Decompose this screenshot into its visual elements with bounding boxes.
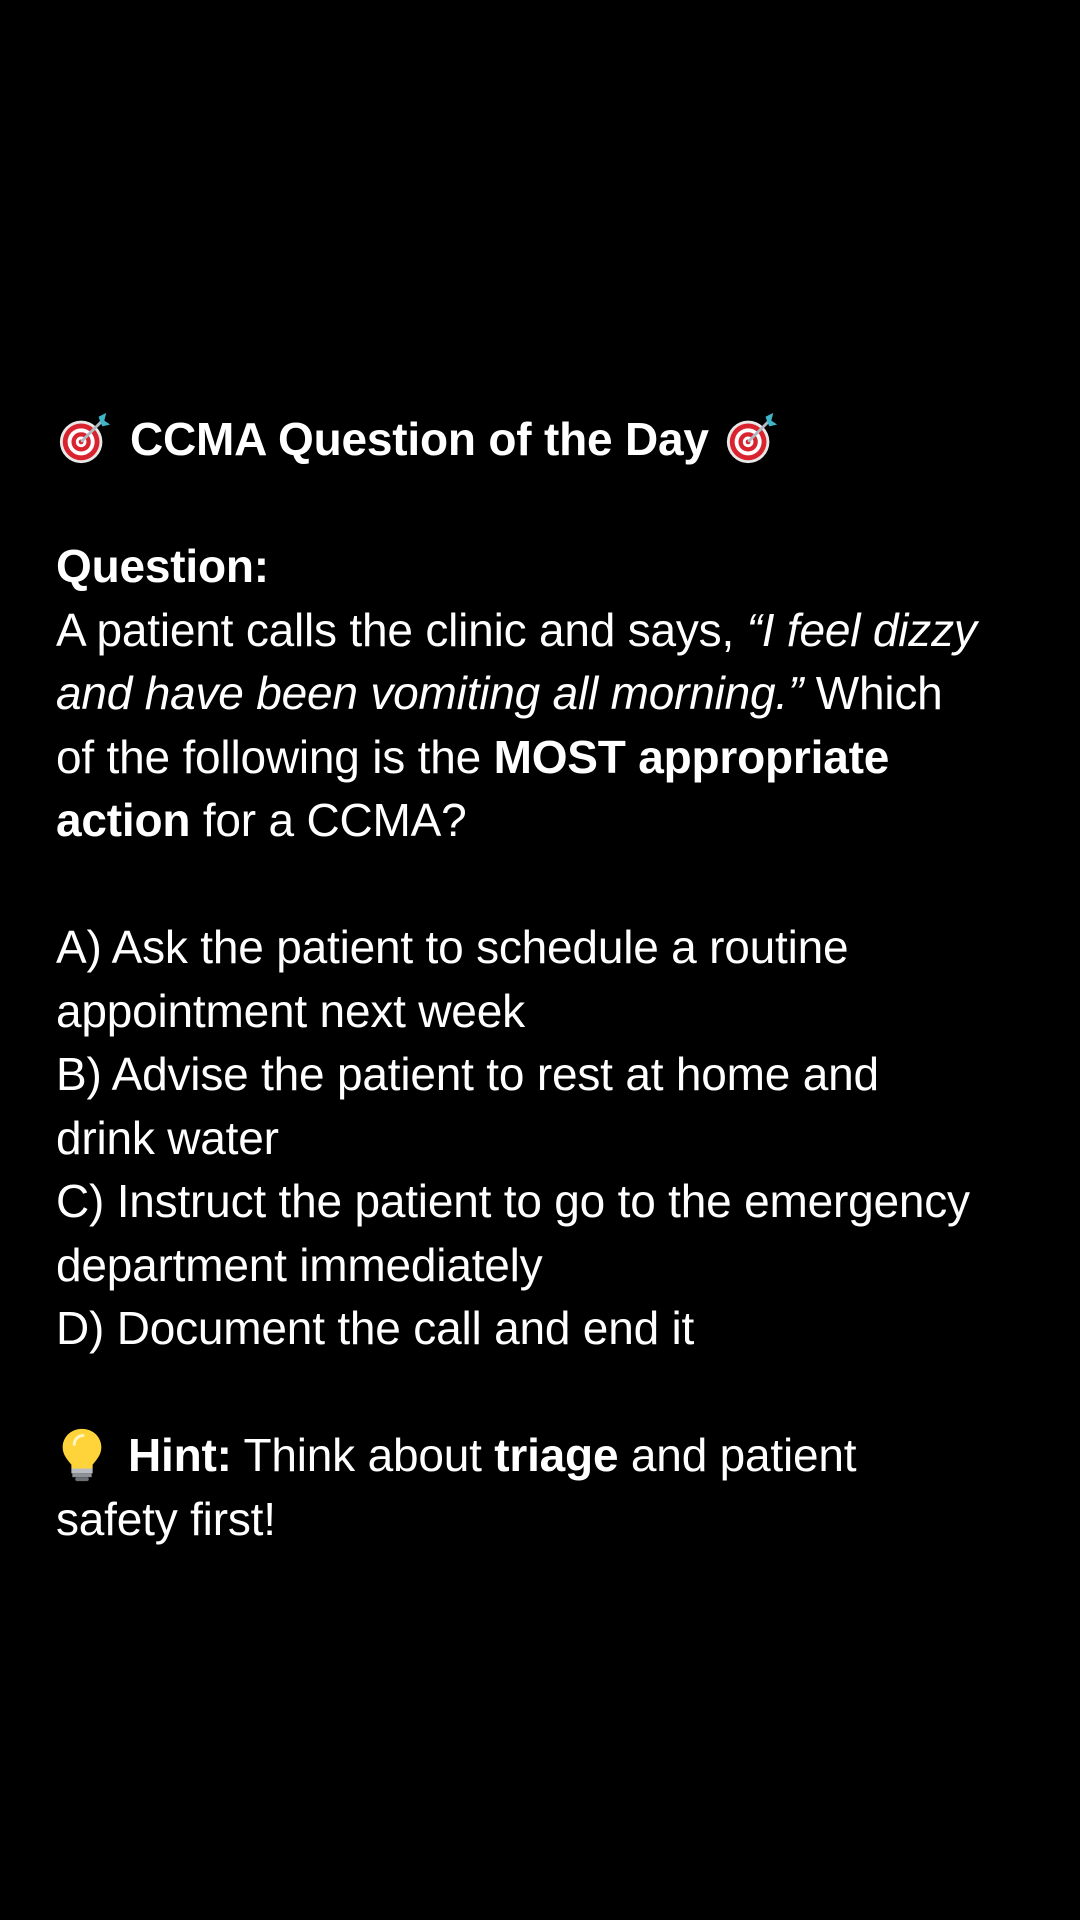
direct-hit-target-icon [723, 409, 781, 467]
answer-options [56, 916, 1036, 1361]
option-b-line-2: drink water [56, 1111, 279, 1164]
question-label: Question: [56, 540, 269, 592]
question-line-4: action for a CCMA? [56, 794, 467, 846]
option-b-line-1: B) Advise the patient to rest at home and [56, 1048, 879, 1100]
option-d-line-1: D) Document the call and end it [56, 1302, 695, 1354]
hint-line-2: safety first! [56, 1492, 276, 1545]
option-a-line-2: appointment next week [56, 984, 525, 1037]
title-line [56, 408, 1036, 472]
direct-hit-target-icon [56, 409, 114, 467]
option-c-line-1: C) Instruct the patient to go to the emergency [56, 1175, 970, 1227]
option-a-line-1: A) Ask the patient to schedule a routine [56, 921, 849, 973]
hint-label: Hint: [128, 1429, 232, 1481]
question-line-1: A patient calls the clinic and says, “I feel dizzy [56, 603, 977, 656]
question-line-3: of the following is the MOST appropriate [56, 730, 890, 783]
post-text [56, 408, 1036, 1551]
option-c-line-2: department immediately [56, 1238, 543, 1291]
hint-line-1: Hint: Think about triage and patient [56, 1424, 1036, 1488]
question-line-2: and have been vomiting all morning.” Which [56, 667, 943, 719]
page-title: CCMA Question of the Day [130, 413, 709, 465]
light-bulb-icon [56, 1425, 108, 1483]
